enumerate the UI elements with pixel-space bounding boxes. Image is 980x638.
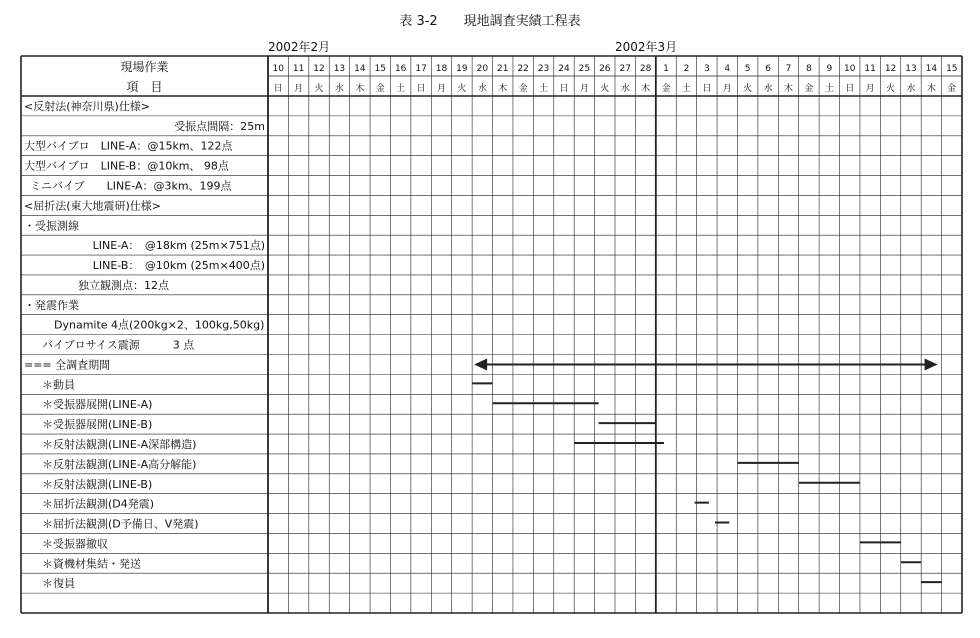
row-label: ＊屈折法観測(D4発震) [42, 497, 155, 511]
day-weekday: 木 [355, 84, 365, 94]
day-number: 7 [785, 64, 792, 74]
row-label: ・発震作業 [24, 298, 79, 312]
row-label: ＊資機材集結・発送 [42, 557, 141, 571]
day-weekday: 火 [600, 84, 610, 94]
day-weekday: 火 [314, 84, 324, 94]
row-label: LINE-B： @10km (25m×400点) [92, 259, 265, 273]
row-label: <屈折法(東大地震研)仕様> [24, 199, 162, 213]
day-number: 3 [703, 64, 710, 74]
row-label: LINE-A： @18km (25m×751点) [92, 239, 265, 253]
day-number: 1 [663, 64, 669, 74]
day-number: 24 [558, 64, 570, 74]
day-weekday: 火 [886, 84, 896, 94]
day-weekday: 金 [518, 84, 528, 94]
day-weekday: 日 [845, 84, 855, 94]
day-weekday: 月 [294, 84, 304, 94]
period-arrow-head-right [925, 358, 938, 370]
row-label: ミニバイブ LINE-A：@3km、199点 [30, 179, 232, 193]
day-weekday: 水 [620, 84, 630, 94]
day-weekday: 土 [396, 84, 406, 94]
day-number: 19 [456, 64, 468, 74]
month-label-feb: 2002年2月 [268, 40, 331, 54]
day-weekday: 金 [947, 84, 957, 94]
day-weekday: 木 [641, 84, 651, 94]
day-number: 13 [905, 64, 917, 74]
day-weekday: 月 [722, 84, 732, 94]
row-label: ＊受振器撤収 [42, 537, 108, 551]
day-number: 14 [354, 64, 366, 74]
day-number: 11 [864, 64, 876, 74]
day-weekday: 水 [334, 84, 344, 94]
day-weekday: 木 [783, 84, 794, 94]
day-number: 14 [925, 64, 938, 74]
month-label-mar: 2002年3月 [615, 40, 678, 54]
day-number: 23 [537, 64, 550, 74]
row-label: === 全調査期間 [24, 358, 111, 372]
day-weekday: 水 [763, 84, 773, 94]
row-label: ＊復員 [42, 577, 75, 591]
period-arrow-head-left [474, 358, 487, 370]
day-number: 25 [578, 64, 591, 74]
row-label: ＊反射法観測(LINE-A高分解能) [42, 457, 197, 471]
day-weekday: 金 [375, 84, 385, 94]
page-title: 表 3-2 現地調査実績工程表 [399, 14, 581, 29]
day-number: 13 [333, 64, 346, 74]
row-label: ・受振測線 [24, 219, 79, 233]
day-weekday: 金 [804, 84, 814, 94]
day-number: 4 [724, 64, 731, 74]
row-label: 大型バイブロ LINE-A：@15km、122点 [24, 139, 233, 153]
row-label: ＊屈折法観測(D予備日、V発震) [42, 517, 199, 531]
day-number: 12 [884, 64, 897, 74]
day-weekday: 水 [477, 84, 487, 94]
row-label: ＊受振器展開(LINE-A) [42, 398, 153, 412]
day-number: 18 [435, 64, 448, 74]
day-number: 8 [806, 64, 812, 74]
day-number: 15 [946, 64, 958, 74]
day-weekday: 火 [457, 84, 467, 94]
row-label: <反射法(神奈川県)仕様> [24, 99, 151, 113]
day-weekday: 水 [906, 84, 916, 94]
day-number: 15 [374, 64, 386, 74]
day-number: 10 [844, 64, 856, 74]
day-weekday: 月 [865, 84, 875, 94]
day-number: 16 [394, 64, 407, 74]
day-weekday: 日 [702, 84, 712, 94]
day-weekday: 火 [743, 84, 753, 94]
day-weekday: 金 [661, 84, 671, 94]
day-number: 6 [765, 64, 771, 74]
day-number: 20 [476, 64, 489, 74]
row-label: ＊反射法観測(LINE-A深部構造) [42, 437, 197, 451]
row-label: Dynamite 4点(200kg×2、100kg,50kg) [54, 318, 265, 332]
day-number: 9 [826, 64, 833, 74]
row-label: ＊反射法観測(LINE-B) [42, 477, 153, 491]
day-weekday: 日 [559, 84, 569, 94]
day-number: 26 [599, 64, 611, 74]
row-label: 独立観測点：12点 [78, 278, 169, 292]
day-weekday: 土 [824, 84, 834, 94]
day-weekday: 木 [926, 84, 936, 94]
day-weekday: 木 [498, 84, 508, 94]
day-weekday: 月 [579, 84, 589, 94]
day-number: 2 [683, 64, 690, 74]
day-number: 28 [639, 64, 652, 74]
day-weekday: 土 [681, 84, 691, 94]
day-number: 5 [744, 64, 751, 74]
day-number: 10 [272, 64, 284, 74]
day-number: 21 [497, 64, 509, 74]
row-label: バイブロサイス震源 3 点 [42, 338, 195, 352]
day-weekday: 月 [436, 84, 447, 94]
row-label: ＊動員 [42, 378, 75, 392]
day-weekday: 日 [273, 84, 283, 94]
day-weekday: 日 [416, 84, 426, 94]
day-number: 12 [313, 64, 325, 74]
day-weekday: 土 [539, 84, 549, 94]
row-label: ＊受振器展開(LINE-B) [42, 418, 153, 432]
header-label-item: 項 目 [126, 80, 163, 94]
day-number: 22 [517, 64, 529, 74]
row-label: 大型バイブロ LINE-B：@10km、 98点 [24, 159, 229, 173]
day-number: 11 [292, 64, 305, 74]
day-number: 27 [619, 64, 631, 74]
day-number: 17 [415, 64, 427, 74]
header-label-work: 現場作業 [120, 60, 169, 74]
row-label: 受振点間隔：25m [174, 119, 265, 133]
